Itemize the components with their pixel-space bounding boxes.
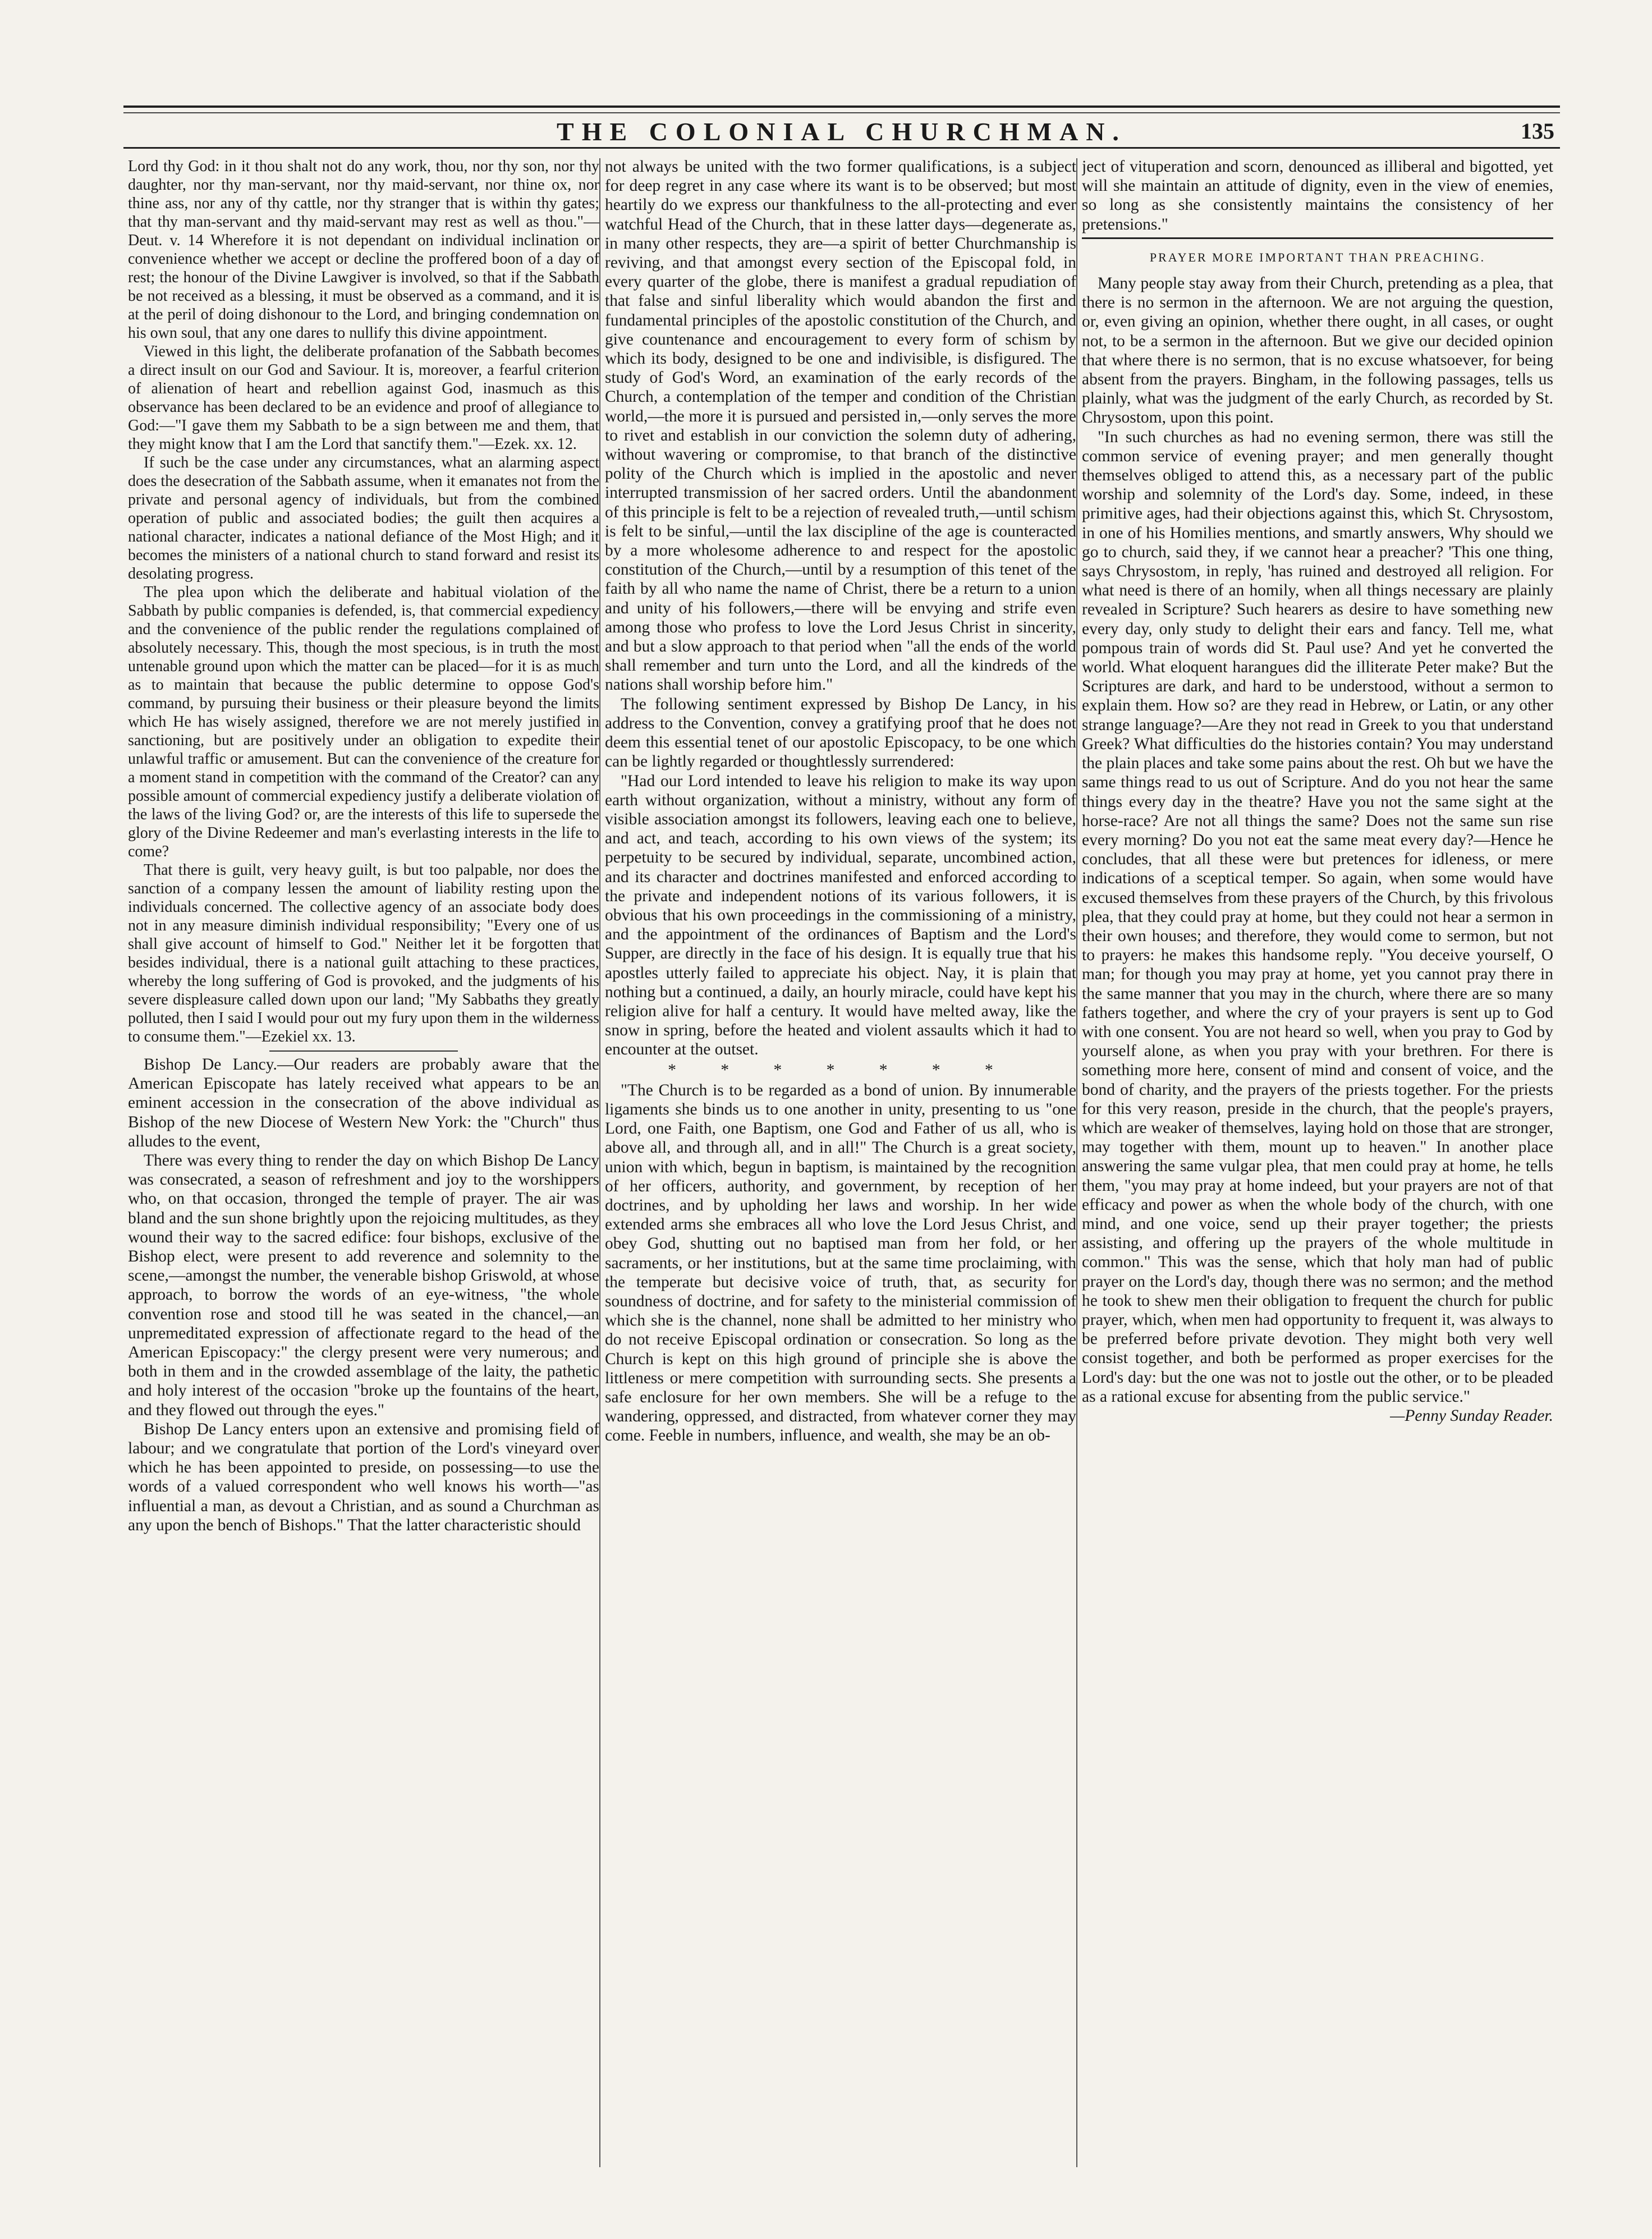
paragraph: There was every thing to render the day on which Bishop De Lancy was consecrated, a season of refreshment and joy to the worshippers who, on that occasion, thronged the temple of prayer. The air was bland and the sun shone brightly upon the rejoicing multitudes, as they wound their way to the sacred edifice: four bishops, exclusive of the Bishop elect, were present to add reverence and solemnity to the scene,—amongst the number, the venerable bishop Griswold, at whose approach, to borrow the words of an eye-witness, "the whole convention rose and stood till he was seated in the chancel,—an unpremeditated expression of affectionate regard to the head of the American Episcopacy:" the clergy present were very numerous; and both in them and in the crowded assemblage of the laity, the pathetic and holy interest of the occasion "broke up the fountains of the heart, and they flowed out through the eyes." <box>128 1151 599 1419</box>
head-rule <box>123 147 1560 149</box>
top-rule-thin <box>123 112 1560 113</box>
section-divider <box>269 1050 458 1052</box>
paragraph: not always be united with the two former qualifications, is a subject for deep regret in any case where its want is to be observed; but most heartily do we express our thankfulness to the all-protecting and ever watchful Head of the Church, that in these latter days—degenerate as, in many other respects, they are—a spirit of better Churchmanship is reviving, and that amongst every section of the Episcopal fold, in every quarter of the globe, there is manifest a gradual repudiation of that false and sinful liberality which would abandon the first and fundamental principles of the apostolic constitution of the Church, and give countenance and encouragement to every form of schism by which its body, designed to be one and indivisible, is disfigured. The study of God's Word, an examination of the early records of the Church, a contemplation of the temper and condition of the Christian world,—the more it is pursued and persisted in,—only serves the more to rivet and establish in our conviction the solemn duty of adhering, without wavering or compromise, to that branch of the distinctive polity of the Church which is implied in the apostolic and never interrupted transmission of her sacred orders. Until the abandonment of this principle is felt to be a rejection of revealed truth,—until schism is felt to be sinful,—until the lax discipline of the age is counteracted by a more wholesome adherence to and respect for the apostolic constitution of the Church,—until by a resumption of this tenet of the faith by all who name the name of Christ, there be a return to a union and unity of his followers,—there will be envying and strife even among those who profess to love the Lord Jesus Christ in sincerity, and but a slow approach to that period when "all the ends of the world shall remember and turn unto the Lord, and all the kindreds of the nations shall worship before him." <box>605 158 1076 694</box>
section-rule <box>1082 237 1553 239</box>
column-3 <box>1082 157 1553 2177</box>
paragraph: Lord thy God: in it thou shalt not do any work, thou, nor thy son, nor thy daughter, nor thy man-servant, nor thy maid-servant, nor thine ox, nor thine ass, nor any of thy cattle, nor thy stranger that is within thy gates; that thy man-servant and thy maid-servant may rest as well as thou."—Deut. v. 14 Wherefore it is not dependant on individual inclination or convenience whether we accept or decline the proffered boon of a day of rest; the honour of the Divine Lawgiver is involved, so that if the Sabbath be not received as a blessing, it must be observed as a command, and it is at the peril of doing dishonour to the Lord, and bringing condemnation on his own soul, that any one dares to nullify this divine appointment. <box>128 158 599 342</box>
column-2 <box>605 157 1076 2177</box>
paragraph: "Had our Lord intended to leave his religion to make its way upon earth without organization, without a ministry, without any form of visible association amongst its followers, leaving each one to believe, and act, and teach, according to his own views of the system; its perpetuity to be secured by individual, separate, uncombined action, and its character and doctrines manifested and enforced according to the private and independent notions of its various followers, it is obvious that his own proceedings in the commissioning of a ministry, and the appointment of the ordinances of Baptism and the Lord's Supper, are directly in the face of his design. It is equally true that his apostles utterly failed to appreciate his object. Nay, it is plain that nothing but a continued, a daily, an hourly miracle, could have kept his religion alive for half a century. It would have melted away, like the snow in spring, before the heated and violent assaults which it had to encounter at the outset. <box>605 772 1076 1059</box>
paragraph: Bishop De Lancy.—Our readers are probably aware that the American Episcopate has lately received what appears to be an eminent accession in the consecration of the above individual as Bishop of the new Diocese of Western New York: the "Church" thus alludes to the event, <box>128 1056 599 1150</box>
asterism: * * * * * * * <box>668 1061 1013 1079</box>
running-title: THE COLONIAL CHURCHMAN. <box>557 117 1127 146</box>
top-rule <box>123 105 1560 108</box>
paragraph: Bishop De Lancy enters upon an extensive and promising field of labour; and we congratulate that portion of the Lord's vineyard over which he has been appointed to preside, on possessing—to use the words of a valued correspondent who well knows his worth—"as influential a man, as devout a Christian, and as sound a Churchman as any upon the bench of Bishops." That the latter characteristic should <box>128 1420 599 1534</box>
section-heading: PRAYER MORE IMPORTANT THAN PREACHING. <box>1149 250 1486 264</box>
column-separator <box>1076 158 1077 2167</box>
paragraph: "The Church is to be regarded as a bond of union. By innumerable ligaments she binds us to one another in unity, presenting to us "one Lord, one Faith, one Baptism, one God and Father of us all, who is above all, and through all, and in all!" The Church is a great society, union with which, begun in baptism, is maintained by the recognition of her officers, authority, and government, by reception of her doctrines, and by upholding her laws and worship. In her wide extended arms she embraces all who love the Lord Jesus Christ, and obey God, shutting out no baptised man from her fold, or her sacraments, or her institutions, but at the same time proclaiming, with the temperate but decisive voice of truth, that, as security for soundness of doctrine, and for safety to the ministerial commission of which she is the channel, none shall be admitted to her ministry who do not receive Episcopal ordination or consecration. So long as the Church is kept on this high ground of principle she is above the littleness or mere competition with surrounding sects. She presents a safe enclosure for her own members. She will be a refuge to the wandering, oppressed, and distracted, from whatever corner they may come. Feeble in numbers, influence, and wealth, she may be an ob- <box>605 1081 1076 1445</box>
paragraph: That there is guilt, very heavy guilt, is but too palpable, nor does the sanction of a company lessen the amount of liability resting upon the individuals concerned. The collective agency of an associate body does not in any measure diminish individual responsibility; "Every one of us shall give account of himself to God." Neither let it be forgotten that besides individual, there is a national guilt attaching to these practices, whereby the long suffering of God is provoked, and the judgments of his severe displeasure called down upon our land; "My Sabbaths they greatly polluted, then I said I would pour out my fury upon them in the wilderness to consume them."—Ezekiel xx. 13. <box>128 861 599 1045</box>
running-head <box>129 117 1554 156</box>
paragraph: If such be the case under any circumstances, what an alarming aspect does the desecration of the Sabbath assume, when it emanates not from the private and personal agency of individuals, but from the combined operation of public and associated bodies; the guilt then acquires a national character, indicates a national defiance of the Most High; and it becomes the ministers of a national church to stand forward and resist its desolating progress. <box>128 454 599 582</box>
paragraph: The plea upon which the deliberate and habitual violation of the Sabbath by public companies is defended, is, that commercial expediency and the convenience of the public render the regulations complained of absolutely necessary. This, though the most specious, is in truth the most untenable ground upon which the matter can be placed—for it is as much as to maintain that because the public determine to oppose God's command, by pursuing their business or their pleasure beyond the limits which He has wisely assigned, therefore we are not merely justified in sanctioning, but are positively under an obligation to expedite their unlawful traffic or amusement. But can the convenience of the creature for a moment stand in competition with the command of the Creator? can any possible amount of commercial expediency justify a deliberate violation of the laws of the living God? or, are the interests of this life to supersede the glory of the Divine Redeemer and man's everlasting interests in the life to come? <box>128 584 599 860</box>
paragraph: The following sentiment expressed by Bishop De Lancy, in his address to the Convention, convey a gratifying proof that he does not deem this essential tenet of our apostolic Episcopacy, to be one which can be lightly regarded or thoughtlessly surrendered: <box>605 695 1076 771</box>
paragraph: ject of vituperation and scorn, denounced as illiberal and bigotted, yet will she maintain an attitude of dignity, even in the view of enemies, so long as she consistently maintains the consistency of her pretensions." <box>1082 158 1553 233</box>
column-1 <box>128 157 599 2177</box>
paragraph: Viewed in this light, the deliberate profanation of the Sabbath becomes a direct insult on our God and Saviour. It is, moreover, a fearful criterion of alienation of heart and rebellion against God, inasmuch as this observance has been declared to be an evidence and proof of allegiance to God:—"I gave them my Sabbath to be a sign between me and them, that they might know that I am the Lord that sanctify them."—Ezek. xx. 12. <box>128 343 599 453</box>
paragraph: Many people stay away from their Church, pretending as a plea, that there is no sermon in the afternoon. We are not arguing the question, or, even giving an opinion, whether there ought, in all cases, or ought not, to be a sermon in the afternoon. But we give our decided opinion that where there is no sermon, that is no excuse whatsoever, for being absent from the prayers. Bingham, in the following passages, tells us plainly, what was the judgment of the early Church, as recorded by St. Chrysostom, upon this point. <box>1082 274 1553 427</box>
source-credit: —Penny Sunday Reader. <box>1390 1407 1553 1425</box>
paragraph: "In such churches as had no evening sermon, there was still the common service of evening prayer; and men generally thought themselves obliged to attend this, as a necessary part of the public worship and solemnity of the Lord's day. Some, indeed, in these primitive ages, had their objections against this, which St. Chrysostom, in one of his Homilies mentions, and smartly answers, Why should we go to church, said they, if we cannot hear a preacher? 'This one thing, says Chrysostom, in reply, 'has ruined and destroyed all religion. For what need is there of an homily, when all things necessary are plainly revealed in Scripture? Such hearers as desire to have something new every day, only study to delight their ears and fancy. Tell me, what pompous train of words did St. Paul use? And yet he converted the world. What eloquent harangues did the illiterate Peter make? But the Scriptures are dark, and hard to be understood, without a sermon to explain them. How so? are they read in Hebrew, or Latin, or any other strange language?—Are they not read in Greek to you that understand Greek? What difficulties do the histories contain? You may understand the plain places and take some pains about the rest. Oh but we have the same things read to us out of Scripture. And do you not hear the same things every day in the theatre? Have you not the same sight at the horse-race? Are not all things the same? Does not the same sun rise every morning? Do you not eat the same meat every day?—Hence he concludes, that all these were but pretences for idleness, or mere indications of a sceptical temper. So again, when some would have excused themselves from these prayers of the Church, by this frivolous plea, that they could pray at home, but they could not hear a sermon in their own houses; and therefore, they would come to sermon, but not to prayers: he makes this handsome reply. "You deceive yourself, O man; for though you may pray at home, yet you cannot pray there in the same manner that you may in the church, where there are so many fathers together, and where the cry of your prayers is sent up to God with one consent. You are not heard so well, when you pray to God by yourself alone, as when you pray with your brethren. For there is something more here, consent of mind and consent of voice, and the bond of charity, and the prayers of the priests together. For the priests for this very reason, preside in the church, that the people's prayers, which are weaker of themselves, laying hold on those that are stronger, may together with them, mount up to heaven." In another place answering the same vulgar plea, that men could pray at home, he tells them, "you may pray at home indeed, but your prayers are not of that efficacy and power as when the whole body of the church, with one mind, and one voice, send up their prayer together; the priests assisting, and offering up the prayers of the whole multitude in common." This was the sense, which that holy man had of public prayer on the Lord's day, though there was no sermon; and the method he took to shew men their obligation to frequent the church for public prayer, which, when men had opportunity to frequent it, was always to be preferred before private devotion. They might both very well consist together, and both be performed as proper exercises for the Lord's day: but the one was not to jostle out the other, or to be pleaded as a rational excuse for absenting from the public service." <box>1082 428 1553 1406</box>
page-number: 135 <box>1521 118 1554 144</box>
column-separator <box>599 158 600 2167</box>
